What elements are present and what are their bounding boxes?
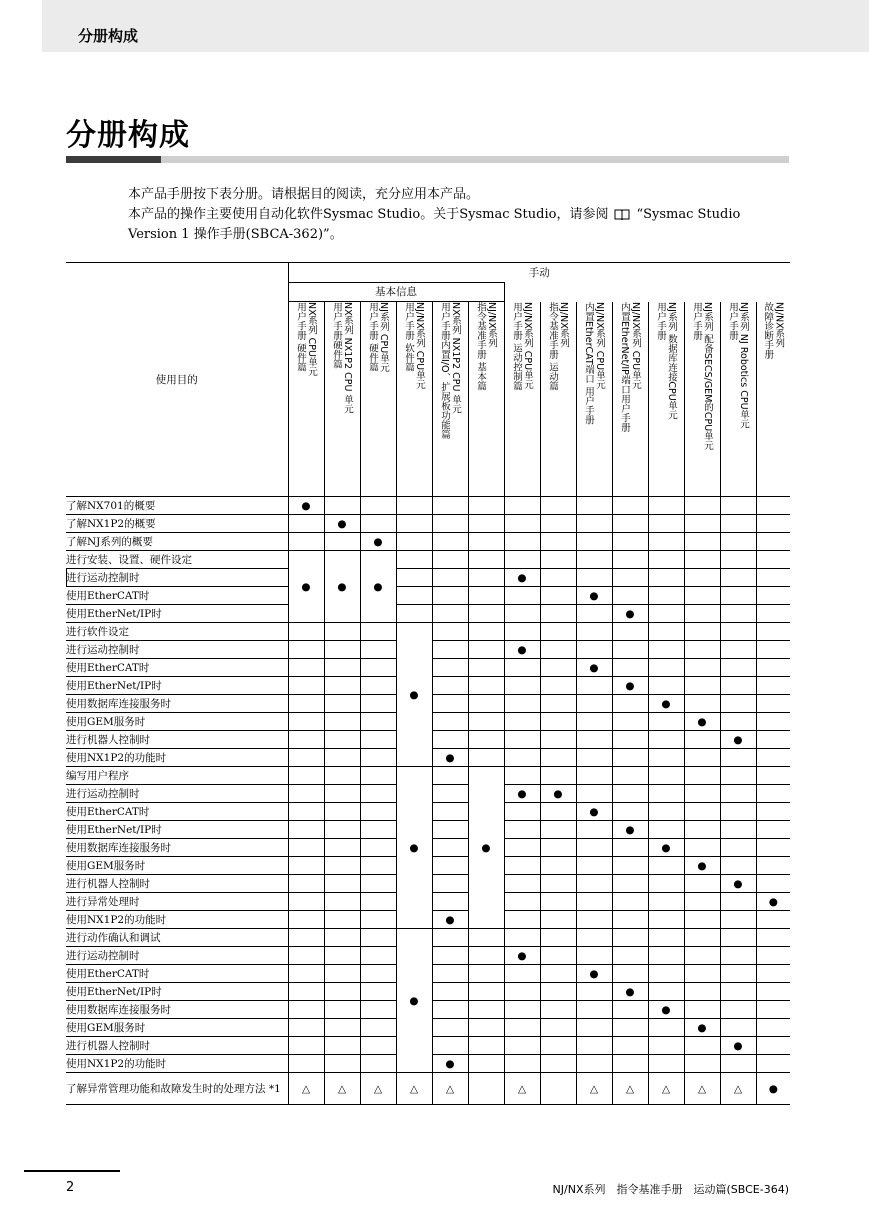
row-label: 使用EtherNet/IP时 (66, 677, 288, 695)
title-rule-light (161, 156, 789, 163)
row-label: 使用GEM服务时 (66, 713, 288, 731)
row-label: 使用EtherNet/IP时 (66, 821, 288, 839)
mark: ● (648, 695, 684, 713)
mark: ● (684, 713, 720, 731)
mark: △ (324, 1073, 360, 1105)
mark: ● (756, 1073, 790, 1105)
table-row (66, 515, 790, 533)
group-label: 进行安装、设置、硬件设定 (66, 553, 192, 566)
mark: △ (576, 1073, 612, 1105)
mark: ● (576, 803, 612, 821)
table-row (66, 767, 790, 785)
row-label: 使用EtherNet/IP时 (66, 983, 288, 1001)
row-label: 使用EtherCAT时 (66, 659, 288, 677)
footer-doc-title: NJ/NX系列 指令基准手册 运动篇(SBCE-364) (552, 1183, 789, 1196)
row-label: 使用NX1P2的功能时 (66, 1055, 288, 1073)
table-row (66, 605, 790, 623)
mark: ● (504, 785, 540, 803)
row-label: 使用EtherCAT时 (66, 803, 288, 821)
table-row (66, 587, 790, 605)
group-label: 进行动作确认和调试 (66, 931, 161, 944)
mark: ● (576, 965, 612, 983)
table-row (66, 1073, 790, 1105)
manual-title-13: NJ系列 NJ Robotics CPU单元 用户手册 (727, 301, 749, 429)
row-label: 使用EtherNet/IP时 (66, 605, 288, 623)
mark: ● (504, 569, 540, 587)
table-row (66, 551, 790, 569)
mark: ● (432, 1055, 468, 1073)
manual-title-11: NJ系列 数据库连接CPU单元 用户手册 (655, 301, 677, 420)
row-label: 进行运动控制时 (66, 785, 288, 803)
table-row (66, 569, 790, 587)
manual-title-4: NJ/NX系列 CPU单元 用户手册 软件篇 (403, 302, 425, 390)
mark: ● (648, 1001, 684, 1019)
mark: ● (432, 749, 468, 767)
row-label: 进行机器人控制时 (66, 1037, 288, 1055)
manual-title-1: NX系列 CPU单元 用户手册 硬件篇 (295, 302, 317, 376)
row-label: 使用数据库连接服务时 (66, 1001, 288, 1019)
mark: ● (720, 1037, 756, 1055)
manual-title-3: NJ系列 CPU单元 用户手册 硬件篇 (367, 302, 389, 373)
mark: ● (504, 947, 540, 965)
mark: △ (612, 1073, 648, 1105)
row-label: 了解异常管理功能和故障发生时的处理方法 *1 (66, 1073, 288, 1105)
manual-table (66, 262, 790, 1105)
manual-title-9: NJ/NX系列 CPU单元 内置EtherCAT端口 用户手册 (583, 301, 605, 425)
title-rule-dark (66, 156, 161, 163)
manual-title-2: NX系列 NX1P2 CPU 单元 用户手册硬件篇 (331, 302, 353, 414)
mark: ● (684, 1019, 720, 1037)
mark: ● (288, 497, 324, 515)
mark: ● (612, 983, 648, 1001)
mark: ● (468, 767, 504, 929)
mark: ● (648, 839, 684, 857)
row-label: 使用GEM服务时 (66, 857, 288, 875)
header-bar (42, 0, 869, 52)
mark: ● (504, 641, 540, 659)
mark: ● (720, 875, 756, 893)
intro-text (128, 185, 790, 245)
manual-header: 手动 (288, 263, 790, 283)
mark: △ (684, 1073, 720, 1105)
manual-title-10: NJ/NX系列 CPU单元 内置EtherNet/IP端口用户手册 (619, 301, 641, 432)
mark: ● (432, 911, 468, 929)
intro-line-2b: “Sysmac Studio Version 1 操作手册(SBCA-362)”。 (128, 207, 741, 242)
manual-title-7: NJ/NX系列 CPU单元 用户手册 运动控制篇 (511, 301, 533, 391)
page-title: 分册构成 (66, 118, 190, 153)
mark: ● (324, 515, 360, 533)
mark: △ (288, 1073, 324, 1105)
basic-info-header: 基本信息 (288, 283, 504, 302)
header-section-title: 分册构成 (78, 27, 139, 45)
table-row (66, 623, 790, 641)
mark: ● (720, 731, 756, 749)
mark: ● (612, 677, 648, 695)
mark: △ (396, 1073, 432, 1105)
mark: ● (612, 605, 648, 623)
manual-title-6: NJ/NX系列 指令基准手册 基本篇 (475, 302, 497, 391)
row-label: 进行运动控制时 (66, 569, 288, 587)
row-label: 使用数据库连接服务时 (66, 695, 288, 713)
mark: ● (360, 551, 396, 623)
manual-title-5: NX系列 NX1P2 CPU 单元 用户手册内置I/O、扩展板功能篇 (439, 302, 461, 439)
row-label: 进行机器人控制时 (66, 875, 288, 893)
row-label: 使用EtherCAT时 (66, 965, 288, 983)
row-label: 了解NX701的概要 (66, 497, 288, 515)
footer-rule (24, 1170, 120, 1172)
mark: △ (648, 1073, 684, 1105)
mark: ● (576, 659, 612, 677)
row-label: 了解NJ系列的概要 (66, 533, 288, 551)
table-row (66, 533, 790, 551)
mark: ● (288, 551, 324, 623)
row-label: 使用NX1P2的功能时 (66, 749, 288, 767)
row-label: 进行异常处理时 (66, 893, 288, 911)
mark: △ (432, 1073, 468, 1105)
row-label: 进行机器人控制时 (66, 731, 288, 749)
book-icon (614, 208, 630, 220)
mark: ● (612, 821, 648, 839)
manual-title-8: NJ/NX系列 指令基准手册 运动篇 (547, 301, 569, 391)
mark: △ (720, 1073, 756, 1105)
row-label: 使用GEM服务时 (66, 1019, 288, 1037)
manual-title-12: NJ系列 配备SECS/GEM的CPU单元 用户手册 (691, 301, 713, 450)
row-label: 了解NX1P2的概要 (66, 515, 288, 533)
mark: ● (396, 767, 432, 929)
intro-line-2a: 本产品的操作主要使用自动化软件Sysmac Studio。关于Sysmac Studio，请参阅 (128, 207, 609, 222)
intro-line-2 (128, 205, 790, 245)
purpose-header: 使用目的 (66, 263, 288, 497)
row-label: 进行运动控制时 (66, 947, 288, 965)
manual-title-14: NJ/NX系列 故障诊断手册 (762, 301, 785, 359)
mark: ● (756, 893, 790, 911)
row-label: 使用NX1P2的功能时 (66, 911, 288, 929)
mark: ● (576, 587, 612, 605)
mark: ● (396, 623, 432, 767)
table-row (66, 497, 790, 515)
mark: ● (324, 551, 360, 623)
group-label: 编写用户程序 (66, 767, 288, 785)
row-label: 使用数据库连接服务时 (66, 839, 288, 857)
mark: ● (540, 785, 576, 803)
mark: ● (360, 533, 396, 551)
intro-line-1: 本产品手册按下表分册。请根据目的阅读，充分应用本产品。 (128, 187, 480, 202)
page-number: 2 (66, 1180, 75, 1195)
mark: ● (684, 857, 720, 875)
mark: △ (360, 1073, 396, 1105)
row-label: 进行运动控制时 (66, 641, 288, 659)
mark: △ (504, 1073, 540, 1105)
row-label: 使用EtherCAT时 (66, 587, 288, 605)
group-label: 进行软件设定 (66, 625, 129, 638)
mark: ● (396, 929, 432, 1073)
table-row (66, 929, 790, 947)
